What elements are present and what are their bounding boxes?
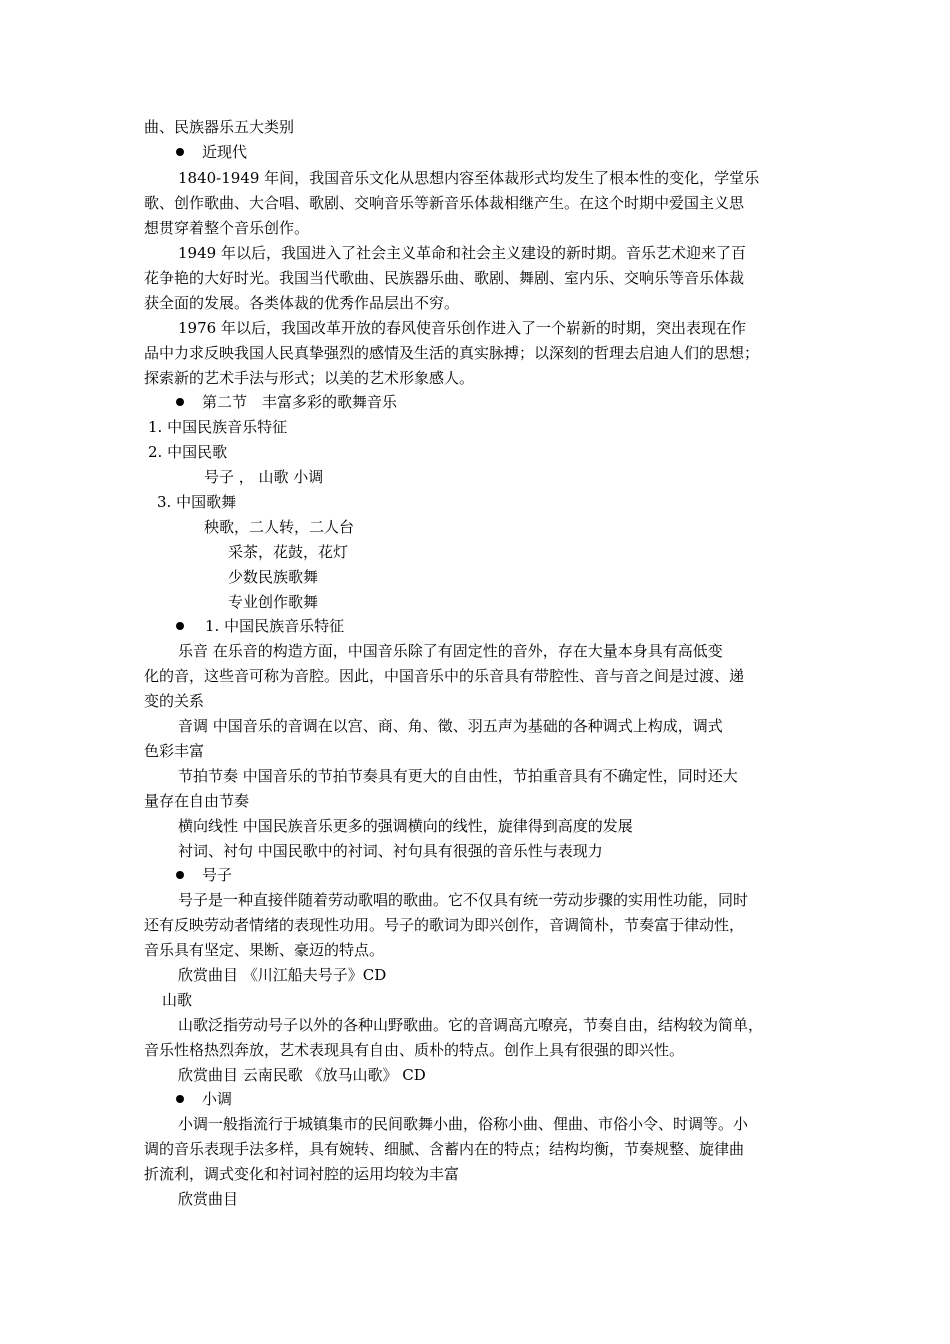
- bullet-heading: 1. 中国民族音乐特征: [205, 617, 345, 635]
- list-item: 1. 中国民族音乐特征: [148, 418, 288, 436]
- text-line: 1976 年以后，我国改革开放的春风使音乐创作进入了一个崭新的时期，突出表现在作: [178, 319, 746, 337]
- text-line: 色彩丰富: [144, 742, 205, 760]
- section-heading: 第二节 丰富多彩的歌舞音乐: [202, 393, 398, 411]
- subheading: 山歌: [162, 991, 193, 1009]
- text-line: 节拍节奏 中国音乐的节拍节奏具有更大的自由性，节拍重音具有不确定性，同时还大: [178, 767, 738, 785]
- list-subitem: 少数民族歌舞: [228, 568, 319, 586]
- list-subitem: 专业创作歌舞: [228, 593, 319, 611]
- text-line: 想贯穿着整个音乐创作。: [144, 219, 310, 237]
- bullet-heading: 近现代: [202, 143, 248, 161]
- text-line: 花争艳的大好时光。我国当代歌曲、民族器乐曲、歌剧、舞剧、室内乐、交响乐等音乐体裁: [144, 269, 745, 287]
- text-line: 1949 年以后，我国进入了社会主义革命和社会主义建设的新时期。音乐艺术迎来了百: [178, 244, 746, 262]
- text-line: 横向线性 中国民族音乐更多的强调横向的线性，旋律得到高度的发展: [178, 817, 633, 835]
- text-line: 曲、民族器乐五大类别: [144, 118, 295, 136]
- bullet-heading: 小调: [202, 1090, 233, 1108]
- text-line: 变的关系: [144, 692, 205, 710]
- text-line: 乐音 在乐音的构造方面，中国音乐除了有固定性的音外，存在大量本身具有高低变: [178, 642, 723, 660]
- list-item: 2. 中国民歌: [148, 443, 228, 461]
- bullet-icon: [176, 148, 184, 156]
- bullet-icon: [176, 622, 184, 630]
- text-line: 调的音乐表现手法多样，具有婉转、细腻、含蓄内在的特点；结构均衡，节奏规整、旋律曲: [144, 1140, 745, 1158]
- bullet-icon: [176, 1095, 184, 1103]
- list-item: 3. 中国歌舞: [157, 493, 237, 511]
- text-line: 欣赏曲目 《川江船夫号子》CD: [178, 966, 387, 984]
- text-line: 折流利，调式变化和衬词衬腔的运用均较为丰富: [144, 1165, 460, 1183]
- text-line: 音调 中国音乐的音调在以宫、商、角、徵、羽五声为基础的各种调式上构成，调式: [178, 717, 723, 735]
- text-line: 量存在自由节奏: [144, 792, 250, 810]
- list-subitem: 采茶，花鼓，花灯: [228, 543, 349, 561]
- text-line: 山歌泛指劳动号子以外的各种山野歌曲。它的音调高亢嘹亮，节奏自由，结构较为简单，: [178, 1016, 764, 1034]
- bullet-icon: [176, 871, 184, 879]
- bullet-icon: [176, 398, 184, 406]
- text-line: 音乐具有坚定、果断、豪迈的特点。: [144, 941, 385, 959]
- text-line: 欣赏曲目: [178, 1190, 239, 1208]
- text-line: 衬词、衬句 中国民歌中的衬词、衬句具有很强的音乐性与表现力: [178, 842, 603, 860]
- text-line: 化的音，这些音可称为音腔。因此，中国音乐中的乐音具有带腔性、音与音之间是过渡、递: [144, 667, 745, 685]
- text-line: 号子是一种直接伴随着劳动歌唱的歌曲。它不仅具有统一劳动步骤的实用性功能，同时: [178, 891, 749, 909]
- text-line: 获全面的发展。各类体裁的优秀作品层出不穷。: [144, 294, 460, 312]
- text-line: 品中力求反映我国人民真挚强烈的感情及生活的真实脉搏；以深刻的哲理去启迪人们的思想；: [144, 344, 760, 362]
- list-subitem: 秧歌，二人转，二人台: [204, 518, 355, 536]
- text-line: 欣赏曲目 云南民歌 《放马山歌》 CD: [178, 1066, 426, 1084]
- text-line: 歌、创作歌曲、大合唱、歌剧、交响音乐等新音乐体裁相继产生。在这个时期中爱国主义思: [144, 194, 745, 212]
- list-subitem: 号子 ， 山歌 小调: [204, 468, 324, 486]
- text-line: 还有反映劳动者情绪的表现性功用。号子的歌词为即兴创作，音调简朴，节奏富于律动性，: [144, 916, 745, 934]
- text-line: 小调一般指流行于城镇集市的民间歌舞小曲，俗称小曲、俚曲、市俗小令、时调等。小: [178, 1115, 749, 1133]
- text-line: 音乐性格热烈奔放，艺术表现具有自由、质朴的特点。创作上具有很强的即兴性。: [144, 1041, 685, 1059]
- text-line: 探索新的艺术手法与形式；以美的艺术形象感人。: [144, 369, 475, 387]
- text-line: 1840-1949 年间，我国音乐文化从思想内容至体裁形式均发生了根本性的变化，学堂乐: [178, 169, 760, 187]
- bullet-heading: 号子: [202, 866, 233, 884]
